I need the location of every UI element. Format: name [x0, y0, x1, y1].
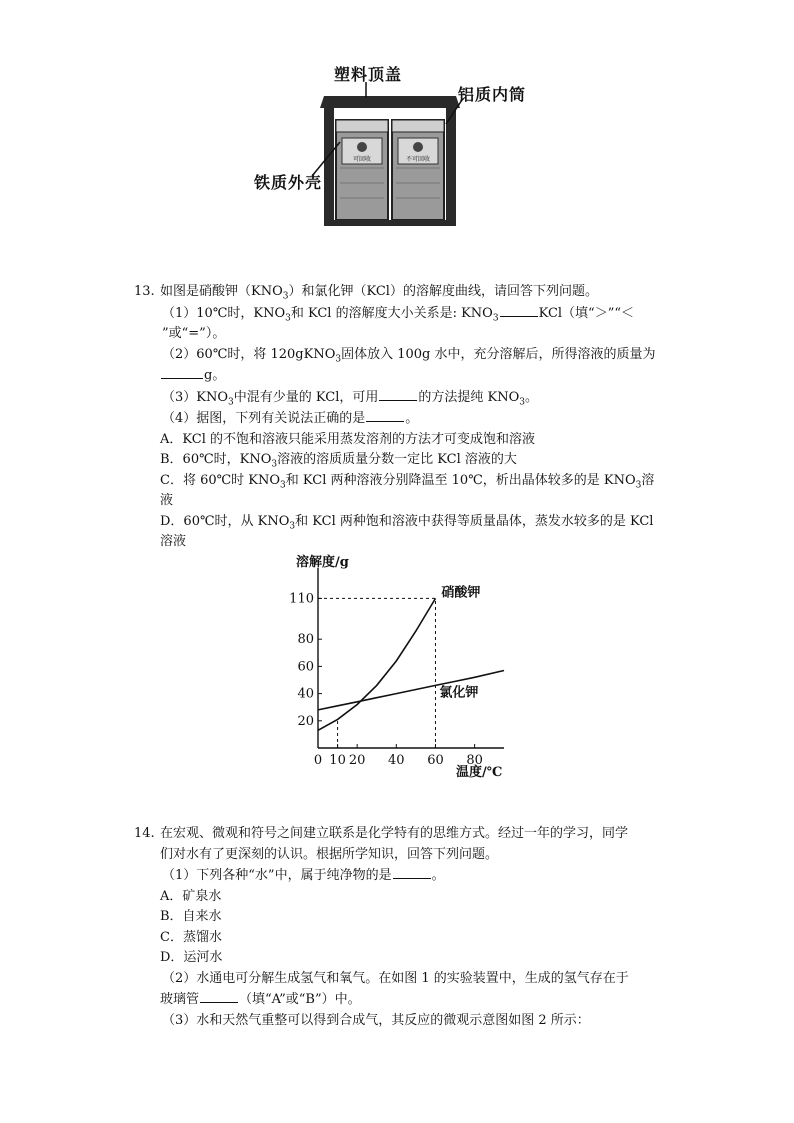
- x-tick-label: 60: [427, 753, 444, 768]
- answer-blank[interactable]: [200, 989, 238, 1003]
- question-stem-line-2: 们对水有了更深刻的认识。根据所学知识，回答下列问题。: [160, 846, 499, 862]
- option-b: B．60℃时，$KNO_3$溶液的溶质质量分数一定比 KCl 溶液的大: [160, 452, 517, 470]
- y-tick-label: 20: [297, 713, 314, 729]
- option-a: A．KCl 的不饱和溶液只能采用蒸发溶剂的方法才可变成饱和溶液: [160, 431, 535, 447]
- option-d: D．60℃时，从 $KNO_3$和 KCl 两种饱和溶液中获得等质量晶体，蒸发水较多的是 KCl: [160, 513, 654, 532]
- x-tick-label: 40: [388, 753, 405, 768]
- question-number: 13.: [134, 284, 155, 299]
- label-plastic-lid: 塑料顶盖: [334, 65, 403, 84]
- sub-question-2: （2）60℃时，将 120gKNO$_3$固体放入 100g 水中，充分溶解后，所得溶液的质量为: [162, 346, 656, 365]
- question-stem-line-1: 在宏观、微观和符号之间建立联系是化学特有的思维方式。经过一年的学习，同学: [160, 826, 629, 841]
- question-13: 13. 如图是硝酸钾$(KNO_3)$和氯化钾（KCl）的溶解度曲线，请回答下列问题。 （1）10℃时，$KNO_3$和 KCl 的溶解度大小关系是: $KNO_3$ KCl（填“＞”“＜ ”或“=”）。 （2）60℃时，将 120gKNO$_3$固体放入 100g 水中，充分溶解后，所得溶液的质量为 g。 $(3)KNO_3$中混有少量的 KCl，可用 的方法提纯 $KNO_3$。 （4）据图，下列有关说法正确的是 。 A．KCl 的不饱和溶液只能采用蒸发溶剂的方法才可变成饱和溶液 B．60℃时，$KNO_3$溶液的溶质质量分数一定比 KCl 溶液的大 C．将 60℃时 $KNO_3$和 KCl 两种溶液分别降温至 10℃，析出晶体较多的是 $KNO_3$溶 液 D．60℃时，从 $KNO_3$和 KCl 两种饱和溶液中获得等质量晶体，蒸发水较多的是 KCl 溶液: [134, 282, 662, 553]
- svg-text:不可回收: 不可回收: [405, 156, 431, 163]
- sub-question-3: $(3)KNO_3$中混有少量的 KCl，可用 的方法提纯 $KNO_3$。: [160, 387, 662, 409]
- x-tick-label: 20: [348, 753, 366, 768]
- label-aluminum-inner: 铝质内筒: [458, 85, 527, 104]
- series-label-kcl: 氯化钾: [439, 685, 479, 701]
- x-axis-label: 温度/℃: [456, 765, 503, 780]
- y-tick-label: 60: [297, 659, 314, 675]
- solubility-chart-svg: [284, 550, 514, 786]
- solubility-chart: [284, 550, 514, 786]
- y-axis-label: 溶解度/g: [296, 555, 349, 570]
- y-tick-label: 110: [289, 591, 314, 607]
- sub-question-2: （2）水通电可分解生成氢气和氧气。在如图 1 的实验装置中，生成的氢气存在于: [162, 970, 629, 986]
- answer-blank[interactable]: [379, 387, 417, 401]
- answer-blank[interactable]: [393, 865, 431, 879]
- answer-blank[interactable]: [500, 303, 538, 317]
- option-c: C．将 60℃时 $KNO_3$和 KCl 两种溶液分别降温至 10℃，析出晶体较多的是 $KNO_3$溶: [160, 472, 655, 491]
- x-tick-label: 80: [466, 753, 483, 768]
- series-label-kno3: 硝酸钾: [441, 585, 481, 601]
- sub-question-3: （3）水和天然气重整可以得到合成气，其反应的微观示意图如图 2 所示：: [162, 1012, 590, 1028]
- sub-question-1: （1）10℃时，$KNO_3$和 KCl 的溶解度大小关系是: $KNO_3$ KCl（填“＞”“＜: [160, 303, 662, 325]
- recycling-bin-figure: [250, 58, 540, 238]
- question-number: 14.: [134, 826, 155, 841]
- svg-text:可回收: 可回收: [352, 156, 372, 163]
- option-d: D．运河水: [160, 950, 223, 965]
- answer-blank[interactable]: [366, 408, 404, 422]
- sub-question-4: （4）据图，下列有关说法正确的是 。: [160, 408, 662, 430]
- x-tick-label: 10: [329, 753, 346, 768]
- y-tick-label: 40: [297, 686, 314, 702]
- question-stem: 如图是硝酸钾$(KNO_3)$和氯化钾（KCl）的溶解度曲线，请回答下列问题。: [160, 284, 598, 302]
- option-b: B．自来水: [160, 909, 222, 924]
- sub-question-1: （1）下列各种“水”中，属于纯净物的是 。: [160, 865, 662, 887]
- y-tick-label: 80: [297, 632, 314, 648]
- label-iron-shell: 铁质外壳: [254, 173, 323, 192]
- option-a: A．矿泉水: [160, 888, 222, 904]
- option-c: C．蒸馏水: [160, 929, 222, 945]
- series-line-0: [318, 598, 436, 730]
- x-tick-label: 0: [313, 753, 323, 768]
- answer-blank[interactable]: [161, 365, 203, 379]
- question-14: 14. 在宏观、微观和符号之间建立联系是化学特有的思维方式。经过一年的学习，同学 们对水有了更深刻的认识。根据所学知识，回答下列问题。 （1）下列各种“水”中，属于纯净物的是 。 A．矿泉水 B．自来水 C．蒸馏水 D．运河水 （2）水通电可分解生成氢气和氧气。在如图 1 的实验装置中，生成的氢气存在于 玻璃管 （填“A”或“B”）中。 （3）水和天然气重整可以得到合成气，其反应的微观示意图如图 2 所示：: [134, 824, 662, 1031]
